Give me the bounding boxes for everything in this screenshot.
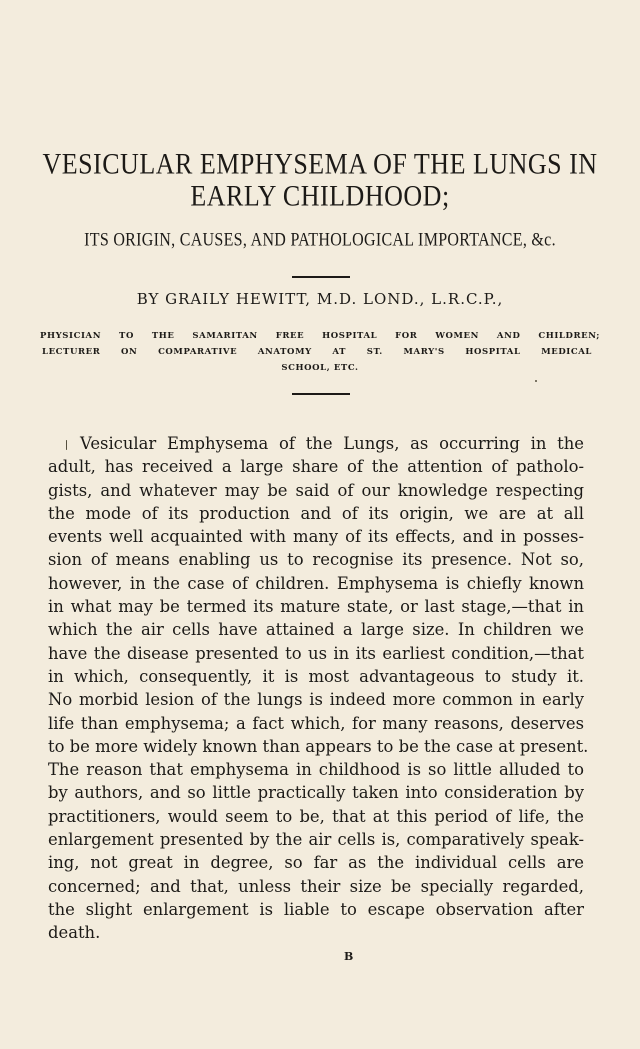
credential-line: LECTURER ON COMPARATIVE ANATOMY AT ST. MARY'S HOSPITAL MEDICAL [42, 347, 592, 357]
body-line: concerned; and that, unless their size be specially regarded, [48, 876, 584, 896]
body-line: death. [48, 923, 101, 943]
body-line: gists, and whatever may be said of our knowledge respecting [48, 480, 584, 500]
body-line: which the air cells have attained a large size. In children we [48, 620, 584, 640]
divider-rule-top [292, 276, 350, 278]
divider-rule-bottom [292, 393, 350, 395]
body-line: to be more widely known than appears to be the case at present. [48, 736, 589, 756]
paper-speck [535, 380, 537, 382]
author-credentials [40, 328, 600, 376]
title-line-2: EARLY CHILDHOOD; [190, 179, 450, 213]
body-line: ing, not great in degree, so far as the individual cells are [48, 853, 584, 873]
body-line: in which, consequently, it is most advantageous to study it. [48, 666, 584, 686]
body-line: life than emphysema; a fact which, for many reasons, deserves [48, 713, 584, 733]
body-line: by authors, and so little practically taken into consideration by [48, 783, 584, 803]
body-line: the slight enlargement is liable to escape observation after [48, 899, 584, 919]
body-line: The reason that emphysema in childhood is so little alluded to [48, 760, 584, 780]
subtitle: ITS ORIGIN, CAUSES, AND PATHOLOGICAL IMPORTANCE, &c. [84, 230, 556, 251]
title-line-1: VESICULAR EMPHYSEMA OF THE LUNGS IN [42, 147, 598, 181]
body-line: sion of means enabling us to recognise its presence. Not so, [48, 550, 584, 570]
author-byline: BY GRAILY HEWITT, M.D. LOND., L.R.C.P., [136, 290, 504, 308]
credential-line: PHYSICIAN TO THE SAMARITAN FREE HOSPITAL FOR WOMEN AND CHILDREN; [40, 331, 600, 341]
body-line: enlargement presented by the air cells is, comparatively speak- [48, 830, 584, 850]
body-line: have the disease presented to us in its earliest condition,—that [48, 643, 584, 663]
body-line: Vesicular Emphysema of the Lungs, as occurring in the [80, 434, 584, 453]
body-paragraph [48, 432, 589, 945]
body-line: the mode of its production and of its origin, we are at all [48, 503, 584, 523]
body-line: adult, has received a large share of the attention of patholo- [48, 457, 584, 477]
body-line: practitioners, would seem to be, that at this period of life, the [48, 806, 584, 826]
body-line: in what may be termed its mature state, or last stage,—that in [48, 597, 584, 617]
signature-mark: B [344, 950, 354, 963]
credential-line: SCHOOL, ETC. [281, 363, 359, 373]
body-line: however, in the case of children. Emphysema is chiefly known [48, 573, 584, 593]
body-line: events well acquainted with many of its effects, and in posses- [48, 527, 584, 547]
body-line: No morbid lesion of the lungs is indeed more common in early [48, 690, 584, 710]
